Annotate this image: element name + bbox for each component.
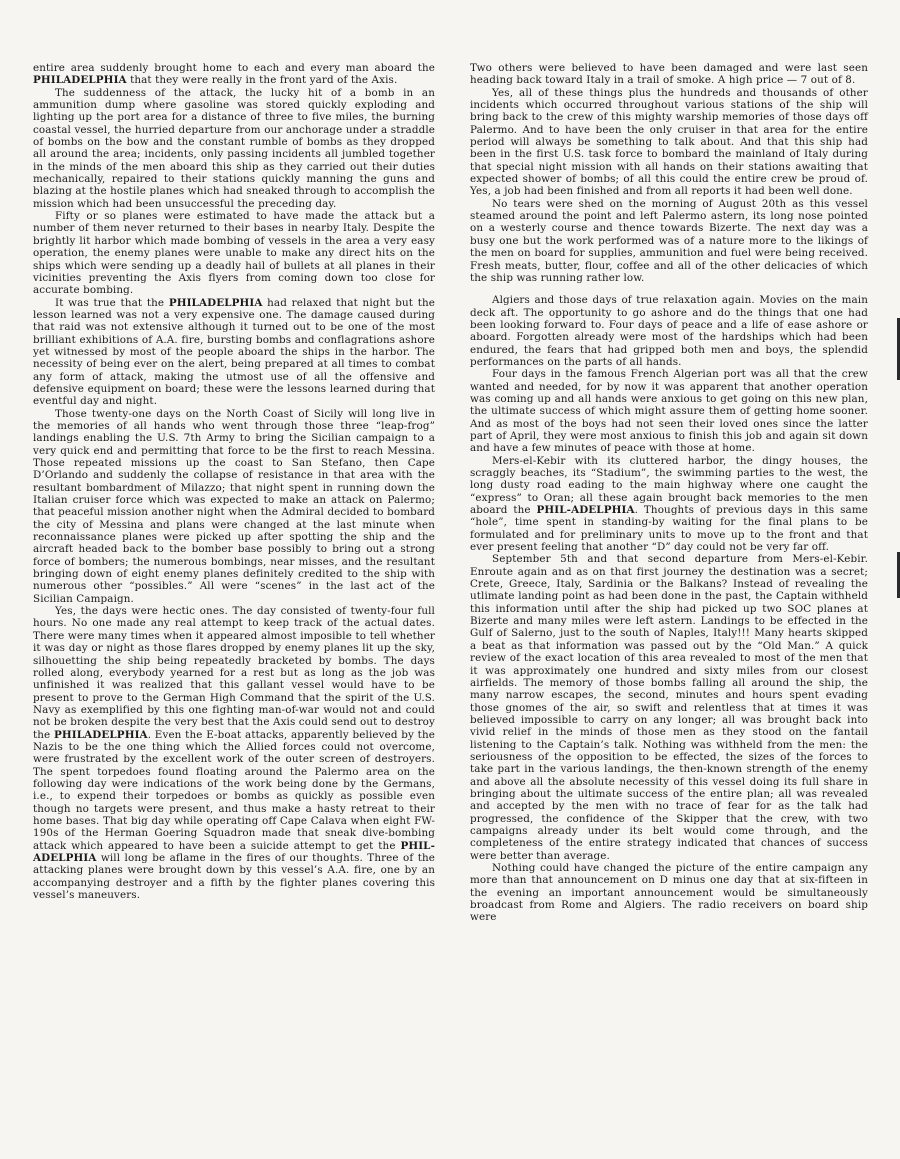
paragraph: Mers-el-Kebir with its cluttered harbor, the dingy houses, the scraggly beaches, its “Stadium”, the swimming parties to the west, the long dusty road eading to the main highway where one caught the “express” to Oran; all these again brought back memories to the men aboard the PHIL-ADELPHIA. Thoughts of previous days in this same “hole”, time spent in standing-by waiting for the final plans to be formulated and for preliminary units to move up to the front and that ever present feeling that another “D” day could not be very far off. [470, 454, 868, 554]
left-text-column [33, 62, 435, 901]
paragraph: Yes, all of these things plus the hundreds and thousands of other incidents which occurred throughout various stations of the ship will bring back to the crew of this mighty warship memories of those days off Palermo. And to have been the only cruiser in that area for the entire period will always be something to talk about. And that this ship had been in the first U.S. task force to bombard the mainland of Italy during that special night mission with all hands on their stations awaiting that expected shower of bombs; of all this could the entire crew be proud of. Yes, a job had been finished and from all reports it had been well done. [470, 86, 868, 198]
ship-name: PHIL-ADELPHIA [33, 839, 435, 864]
paragraph: September 5th and that second departure from Mers-el-Kebir. Enroute again and as on that first journey the destination was a secret; Crete, Greece, Italy, Sardinia or the Balkans? Instead of revealing the utlimate landing point as had been done in the past, the Captain withheld this information until after the ship had picked up two SOC planes at Bizerte and many miles were left astern. Landings to be effected in the Gulf of Salerno, just to the south of Naples, Italy!!! Many hearts skipped a beat as that information was passed out by the “Old Man.” A quick review of the exact location of this area revealed to most of the men that it was approximately one hundred and sixty miles from our closest airfields. The memory of those bombs falling all around the ship, the many narrow escapes, the second, minutes and hours spent evading those gnomes of the air, so swift and relentless that at times it was believed impossible to carry on any longer; all was brought back into vivid relief in the minds of those men as they stood on the fantail listening to the Captain’s talk. Nothing was withheld from the men: the seriousness of the opposition to be effected, the sizes of the forces to take part in the various landings, the then-known strength of the enemy and above all the absolute necessity of this vessel doing its full share in bringing about the ultimate success of the entire plan; all was revealed and accepted by the men with no trace of fear for as the talk had progressed, the confidence of the Skipper that the crew, with two campaigns already under its belt would come through, and the completeness of the entire strategy indicated that chances of success were better than average. [470, 553, 868, 862]
paragraph: Yes, the days were hectic ones. The day consisted of twenty-four full hours. No one made any real attempt to keep track of the actual dates. There were many times when it appeared almost imposible to tell whether it was day or night as those flares dropped by enemy planes lit up the sky, silhouetting the ship being repeatedly bracketed by bombs. The days rolled along, everybody yearned for a rest but as long as the job was unfinished it was realized that this gallant vessel would have to be present to prove to the German High Command that the spirit of the U.S. Navy as exemplified by this one fighting man-of-war would not and could not be broken despite the very best that the Axis could send out to destroy the PHILADELPHIA. Even the E-boat attacks, apparently believed by the Nazis to be the one thing which the Allied forces could not overcome, were frustrated by the excellent work of the outer screen of destroyers. The spent torpedoes found floating around the Palermo area on the following day were indications of the work being done by the Germans, i.e., to expend their torpedoes or bombs as quickly as possible even though no targets were present, and thus make a hasty retreat to their home bases. That big day while operating off Cape Calava when eight FW-190s of the Herman Goering Squadron made that sneak dive-bombing attack which appeared to have been a suicide attempt to get the PHIL-ADELPHIA will long be aflame in the fires of our thoughts. Three of the attacking planes were brought down by this vessel’s A.A. fire, one by an accompanying destroyer and a fifth by the fighter planes covering this vessel’s maneuvers. [33, 605, 435, 902]
ship-name: PHILADELPHIA [54, 728, 148, 741]
ship-name: PHILADELPHIA [33, 74, 127, 87]
ship-name: PHIL-ADELPHIA [536, 504, 635, 517]
paragraph: No tears were shed on the morning of August 20th as this vessel steamed around the point and left Palermo astern, its long nose pointed on a westerly course and thence towards Bizerte. The next day was a busy one but the work performed was of a nature more to the likings of the men on board for supplies, ammunition and fuel were being received. Fresh meats, butter, flour, coffee and all of the other delicacies of which the ship was running rather low. [470, 197, 868, 284]
paragraph: Nothing could have changed the picture of the entire campaign any more than that announcement on D minus one day that at six-fifteen in the evening an important announcement would be simultaneously broadcast from Rome and Algiers. The radio receivers on board ship were [470, 862, 868, 924]
paragraph: Fifty or so planes were estimated to have made the attack but a number of them never returned to their bases in nearby Italy. Despite the brightly lit harbor which made bombing of vessels in the area a very easy operation, the enemy planes were unable to make any direct hits on the ships which were sending up a deadly hail of bullets at all planes in their vicinities preventing the Axis flyers from coming down too close for accurate bombing. [33, 210, 435, 297]
paragraph: Those twenty-one days on the North Coast of Sicily will long live in the memories of all hands who went through those three “leap-frog” landings enabling the U.S. 7th Army to bring the Sicilian campaign to a very quick end and permitting that force to be the first to reach Messina. Those repeated missions up the coast to San Stefano, then Cape D’Orlando and suddenly the collapse of resistance in that area with the resultant bombardment of Milazzo; that night spent in running down the Italian cruiser force which was expected to make an attack on Palermo; that peaceful mission another night when the Admiral decided to bombard the city of Messina and plans were changed at the last minute when reconnaissance planes were picked up after spotting the ship and the aircraft headed back to the bomber base possibly to bring out a strong force of bombers; the numerous bombings, near misses, and the resultant bringing down of eight enemy planes definitely credited to the ship with numerous other “possibles.” All were “scenes” in the last act of the Sicilian Campaign. [33, 407, 435, 605]
paragraph: Four days in the famous French Algerian port was all that the crew wanted and needed, for by now it was apparent that another operation was coming up and all hands were anxious to get going on this new plan, the ultimate success of which might assure them of getting home sooner. And as most of the boys had not seen their loved ones since the latter part of April, they were most anxious to finish this job and again sit down and have a few minutes of peace with those at home. [470, 368, 868, 455]
right-text-column [470, 62, 868, 924]
paragraph: entire area suddenly brought home to each and every man aboard the PHILADELPHIA that they were really in the front yard of the Axis. [33, 62, 435, 87]
paragraph: The suddenness of the attack, the lucky hit of a bomb in an ammunition dump where gasoline was stored quickly exploding and lighting up the port area for a distance of three to five miles, the burning coastal vessel, the hurried departure from our anchorage under a straddle of bombs on the bow and the constant rumble of bombs as they dropped all around the area; incidents, only passing incidents all jumbled together in the minds of the men aboard this ship as they carried out their duties mechanically, repaired to their stations quickly manning the guns and blazing at the hostile planes which had sneaked through to accomplish the mission which had been unsuccessful the preceding day. [33, 86, 435, 210]
paragraph: Two others were believed to have been damaged and were last seen heading back toward Italy in a trail of smoke. A high price — 7 out of 8. [470, 62, 868, 87]
ship-name: PHILADELPHIA [168, 296, 263, 309]
paragraph: Algiers and those days of true relaxation again. Movies on the main deck aft. The opportunity to go ashore and do the things that one had been looking forward to. Four days of peace and a life of ease ashore or aboard. Forgotten already were most of the hardships which had been endured, the fears that had gripped both men and boys, the splendid performances on the parts of all hands. [470, 294, 868, 368]
paragraph: It was true that the PHILADELPHIA had relaxed that night but the lesson learned was not a very expensive one. The damage caused during that raid was not extensive although it turned out to be one of the most brilliant exhibitions of A.A. fire, bursting bombs and conflagrations ashore yet witnessed by most of the people aboard the ships in the harbor. The necessity of being ever on the alert, being prepared at all times to combat any form of attack, making the utmost use of all the offensive and defensive equipment on board; these were the lessons learned during that eventful day and night. [33, 296, 435, 408]
